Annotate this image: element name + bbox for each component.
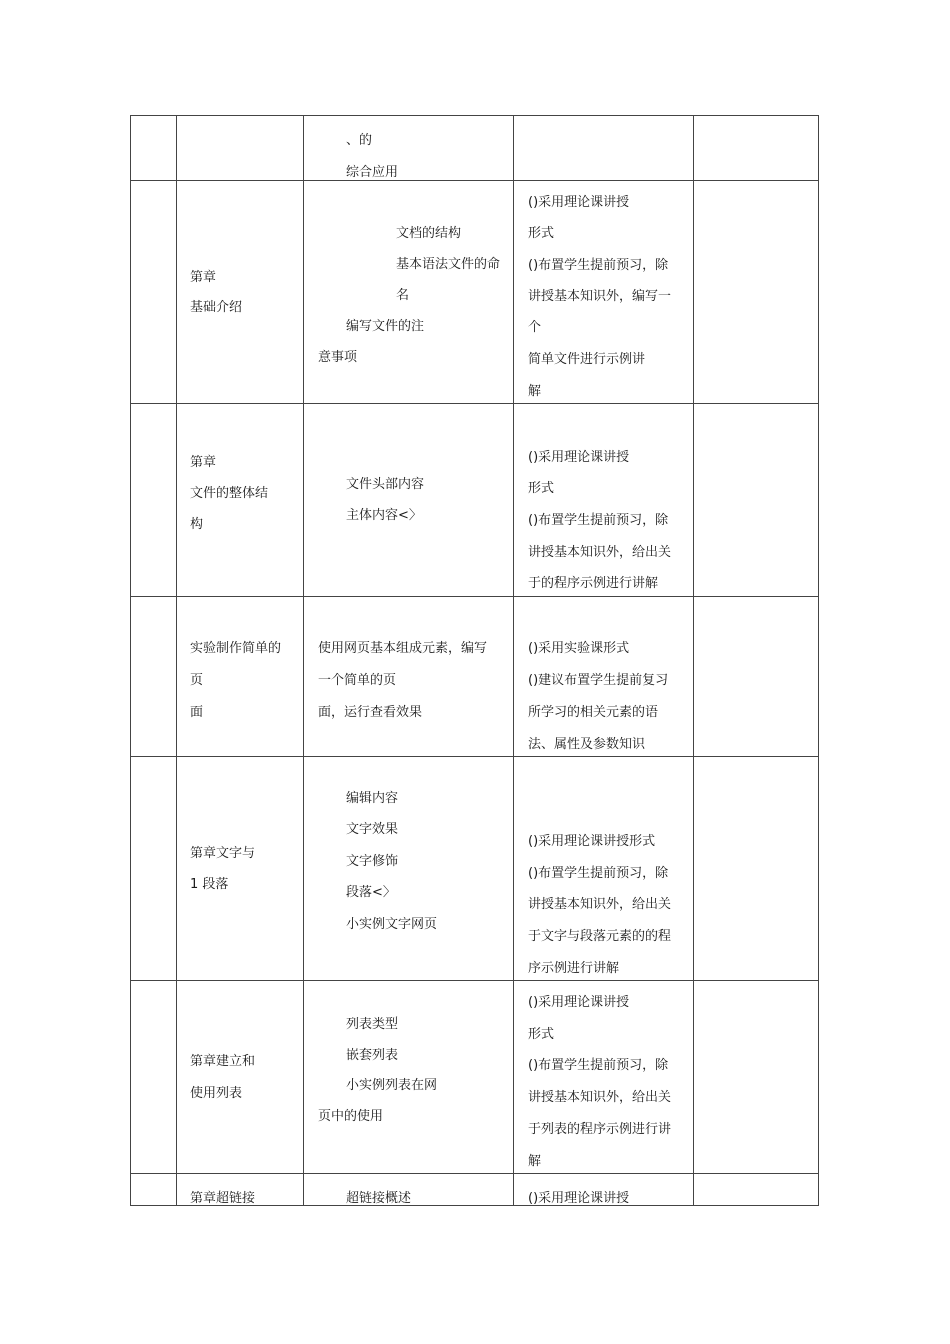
method-line: ()建议布置学生提前复习 (528, 673, 669, 688)
row-divider (130, 596, 819, 597)
course-table (130, 115, 819, 1206)
chapter-topic: 实验制作简单的 (190, 641, 282, 656)
content-line: 小实例列表在网 (346, 1078, 438, 1093)
method-line: 于列表的程序示例进行讲 (528, 1122, 672, 1137)
method-line: 讲授基本知识外，给出关 (528, 897, 672, 912)
row-divider (130, 403, 819, 404)
method-line: ()布置学生提前预习，除 (528, 258, 669, 273)
chapter-topic: 使用列表 (190, 1086, 243, 1101)
content-line: 文档的结构 (396, 226, 462, 241)
content-line: 超链接概述 (346, 1191, 412, 1206)
method-line: 讲授基本知识外，给出关 (528, 1090, 672, 1105)
chapter-topic: 文件的整体结 (190, 486, 269, 501)
content-line: 主体内容<〉 (346, 508, 422, 523)
column-divider (818, 115, 819, 1206)
method-line: 于文字与段落元素的的程 (528, 929, 672, 944)
content-line: 文字效果 (346, 822, 399, 837)
method-line: 解 (528, 1154, 542, 1169)
method-line: ()布置学生提前预习，除 (528, 1058, 669, 1073)
method-line: ()采用理论课讲授 (528, 995, 630, 1010)
method-line: 于的程序示例进行讲解 (528, 576, 659, 591)
method-line: 法、属性及参数知识 (528, 737, 646, 752)
row-divider (130, 756, 819, 757)
content-line: 基本语法文件的命 (396, 257, 501, 272)
row-divider (130, 115, 819, 116)
chapter-topic: 第章 (190, 270, 217, 285)
content-line: 编辑内容 (346, 791, 399, 806)
method-line: 序示例进行讲解 (528, 961, 620, 976)
method-line: ()采用理论课讲授 (528, 1191, 630, 1206)
content-line: 、的 (346, 133, 373, 148)
method-line: 形式 (528, 226, 555, 241)
content-line: 面，运行查看效果 (318, 705, 423, 720)
row-divider (130, 1173, 819, 1174)
content-line: 名 (396, 288, 410, 303)
method-line: ()采用理论课讲授形式 (528, 834, 656, 849)
method-line: ()采用理论课讲授 (528, 195, 630, 210)
method-line: 形式 (528, 481, 555, 496)
method-line: 个 (528, 320, 542, 335)
column-divider (303, 115, 304, 1206)
chapter-topic: 第章建立和 (190, 1054, 256, 1069)
method-line: ()布置学生提前预习，除 (528, 513, 669, 528)
method-line: 所学习的相关元素的语 (528, 705, 659, 720)
content-line: 嵌套列表 (346, 1048, 399, 1063)
chapter-topic: 基础介绍 (190, 300, 243, 315)
method-line: 解 (528, 384, 542, 399)
chapter-topic: 面 (190, 705, 204, 720)
chapter-topic: 页 (190, 673, 204, 688)
content-line: 一个简单的页 (318, 673, 397, 688)
content-line: 编写文件的注 (346, 319, 425, 334)
method-line: 讲授基本知识外，编写一 (528, 289, 672, 304)
column-divider (130, 115, 131, 1206)
column-divider (513, 115, 514, 1206)
method-line: ()采用理论课讲授 (528, 450, 630, 465)
column-divider (176, 115, 177, 1206)
chapter-topic: 第章超链接 (190, 1191, 256, 1206)
content-line: 页中的使用 (318, 1109, 384, 1124)
method-line: ()布置学生提前预习，除 (528, 866, 669, 881)
chapter-topic: 1 段落 (190, 877, 229, 892)
content-line: 综合应用 (346, 165, 399, 180)
method-line: 形式 (528, 1027, 555, 1042)
chapter-topic: 第章文字与 (190, 846, 256, 861)
chapter-topic: 构 (190, 517, 204, 532)
content-line: 意事项 (318, 350, 358, 365)
content-line: 使用网页基本组成元素，编写 (318, 641, 488, 656)
content-line: 文字修饰 (346, 854, 399, 869)
method-line: ()采用实验课形式 (528, 641, 630, 656)
content-line: 小实例文字网页 (346, 917, 438, 932)
content-line: 文件头部内容 (346, 477, 425, 492)
column-divider (693, 115, 694, 1206)
method-line: 讲授基本知识外，给出关 (528, 545, 672, 560)
method-line: 简单文件进行示例讲 (528, 352, 646, 367)
content-line: 段落<〉 (346, 885, 396, 900)
content-line: 列表类型 (346, 1017, 399, 1032)
row-divider (130, 980, 819, 981)
chapter-topic: 第章 (190, 455, 217, 470)
row-divider (130, 180, 819, 181)
